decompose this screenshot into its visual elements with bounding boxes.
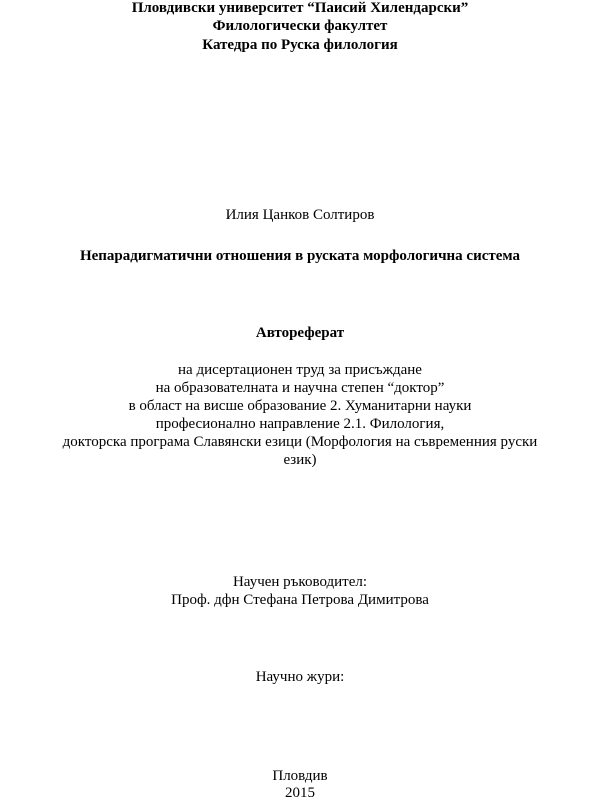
description-line: на дисертационен труд за присъждане xyxy=(178,362,422,378)
description-line: професионално направление 2.1. Филология, xyxy=(155,416,445,432)
supervisor-label: Научен ръководител: xyxy=(232,574,368,590)
document-type: Автореферат xyxy=(255,325,345,341)
university-name: Пловдивски университет “Паисий Хилендарски” xyxy=(131,0,469,16)
description-line: език) xyxy=(283,452,317,468)
description-line: в област на висше образование 2. Хуманитарни науки xyxy=(128,398,472,414)
supervisor-name: Проф. дфн Стефана Петрова Димитрова xyxy=(171,592,429,608)
year: 2015 xyxy=(285,785,315,801)
jury-label: Научно жури: xyxy=(255,669,345,685)
city: Пловдив xyxy=(272,768,328,784)
author-name: Илия Цанков Солтиров xyxy=(225,207,375,223)
description-line: на образователната и научна степен “доктор” xyxy=(155,380,445,396)
thesis-title: Непарадигматични отношения в руската морфологична система xyxy=(79,248,521,264)
description-line: докторска програма Славянски езици (Морфология на съвременния руски xyxy=(62,434,538,450)
faculty-name: Филологически факултет xyxy=(212,18,388,34)
department-name: Катедра по Руска филология xyxy=(202,37,398,53)
